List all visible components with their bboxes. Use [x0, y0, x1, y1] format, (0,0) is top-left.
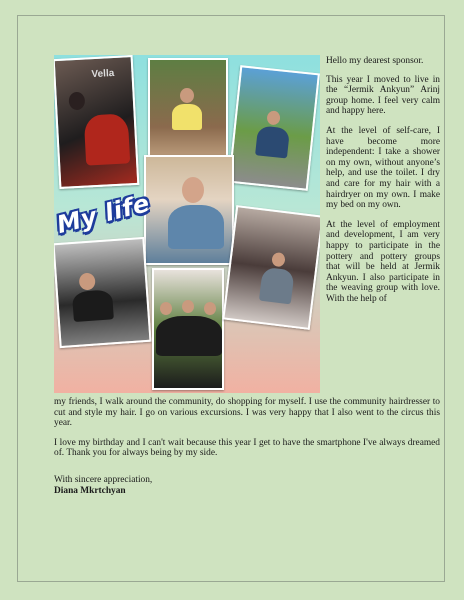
- paragraph-self-care: At the level of self-care, I have become more independent: I take a shower on my own, without anyone’s help, and use the toilet. I dry and care for my hair with a hairdryer on my own. I make my bed on my own.: [326, 125, 440, 211]
- photo-pottery-class: [54, 237, 152, 348]
- paragraph-employment-start: At the level of employment and development, I am very happy to participate in the pottery and pottery groups that will be held at Jermik Ankyun. I also participate in the weaving group with love. With the help of: [326, 219, 440, 304]
- paragraph-moved-home: This year I moved to live in the “Jermik Ankyun” Arinj group home. I feel very calm and happy here.: [326, 74, 440, 117]
- photo-portrait: [144, 155, 234, 265]
- photo-collage: [54, 55, 320, 393]
- photo-outdoor-wheelchair: [228, 65, 320, 191]
- paragraph-birthday: I love my birthday and I can't wait because this year I get to have the smartphone I've always dreamed of. Thank you for always being by my side.: [54, 437, 440, 459]
- photo-shopping: [222, 205, 320, 330]
- greeting: Hello my dearest sponsor.: [326, 56, 424, 66]
- photo-park-walk: [148, 58, 228, 158]
- signature-name: Diana Mkrtchyan: [54, 485, 126, 496]
- closing-line: With sincere appreciation,: [54, 475, 153, 485]
- letter-wide-column: [54, 397, 440, 468]
- salon-sign: Vella: [91, 67, 115, 81]
- my-life-title: My life: [54, 188, 153, 240]
- signature-block: [54, 475, 152, 496]
- photo-group-friends: [152, 268, 224, 390]
- paragraph-employment-end: my friends, I walk around the community, do shopping for myself. I use the community hairdresser to cut and style my hair. I go on various excursions. I was very happy that I also went to the circus this year.: [54, 397, 440, 429]
- letter-side-column: [326, 56, 440, 313]
- photo-hair-salon: [54, 55, 139, 189]
